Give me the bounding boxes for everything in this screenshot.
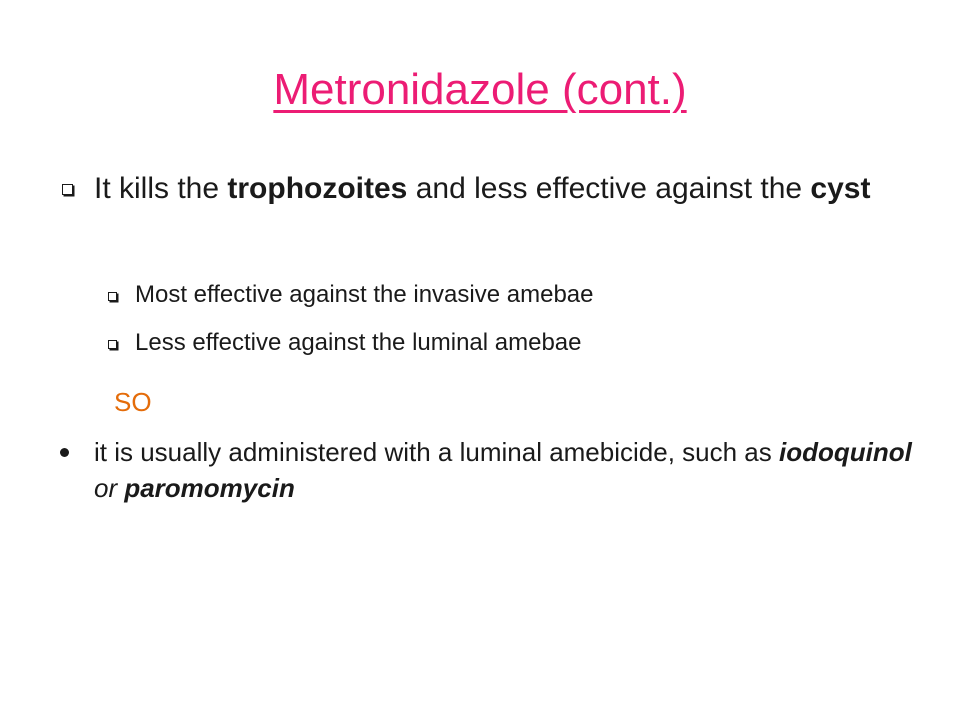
round-bullet-icon [60, 448, 69, 457]
drug-iodoquinol: iodoquinol [778, 437, 912, 467]
bullet1-bold-cyst: cyst [810, 172, 871, 205]
so-label: SO [114, 387, 152, 417]
bullet1-text-part2: and less effective against the [407, 172, 811, 205]
drug-paromomycin: paromomycin [124, 473, 295, 503]
square-bullet-icon [108, 340, 117, 349]
square-bullet-icon [62, 184, 73, 195]
square-bullet-icon [108, 292, 117, 301]
sub-bullet-luminal: Less effective against the luminal amebae [135, 329, 582, 356]
slide-title: Metronidazole (cont.) [273, 65, 687, 114]
bullet1-text-part1: It kills the [94, 172, 228, 205]
bullet1-bold-trophozoites: trophozoites [227, 172, 408, 205]
bullet-trophozoites [94, 170, 894, 208]
bullet2-text: it is usually administered with a luminal amebicide, such as [94, 437, 779, 467]
sub-bullet-invasive: Most effective against the invasive amebae [135, 281, 594, 308]
connector-or: or [94, 473, 125, 503]
bullet-luminal-amebicide [94, 434, 914, 506]
